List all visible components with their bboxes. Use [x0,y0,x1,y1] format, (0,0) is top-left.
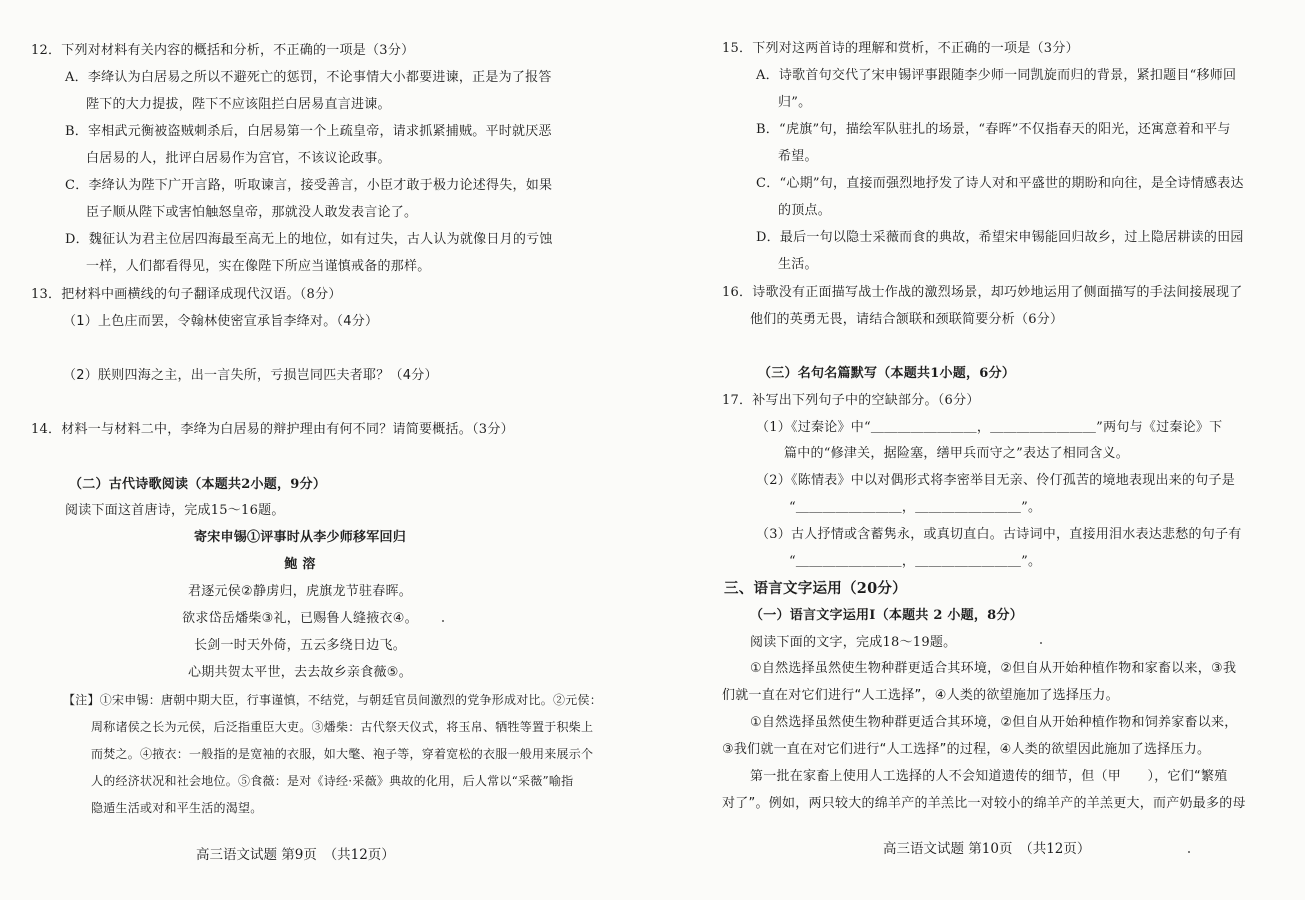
q15-option-d: D．最后一句以隐士采薇而食的典故，希望宋申锡能回归故乡，过上隐居耕读的田园 [756,230,1244,245]
poem-notes-cont-4: 隐遁生活或对和平生活的渴望。 [91,801,263,815]
q12-option-b: B．宰相武元衡被盗贼刺杀后，白居易第一个上疏皇帝，请求抓紧捕贼。平时就厌恶 [65,124,552,139]
question-14-stem: 14．材料一与材料二中，李绛为白居易的辩护理由有何不同？请简要概括。（3分） [31,422,514,437]
q17-item-2-blanks: “＿＿＿＿＿＿＿＿，＿＿＿＿＿＿＿＿”。 [789,500,1042,515]
q17-item-2: （2）《陈情表》中以对偶形式将李密举目无亲、伶仃孤苦的境地表现出来的句子是 [756,473,1236,488]
q12-option-d: D．魏征认为君主位居四海最至高无上的地位，如有过失，古人认为就像日月的亏蚀 [65,232,553,247]
right-page [652,0,1305,900]
passage-line-1: ①自然选择虽然使生物种群更适合其环境，②但自从开始种植作物和家畜以来，③我 [750,661,1237,676]
poem-line-1: 君逐元侯②静虏归，虎旗龙节驻春晖。 [188,584,412,599]
scan-speck [1188,851,1190,853]
q17-item-1: （1）《过秦论》中“＿＿＿＿＿＿＿＿，＿＿＿＿＿＿＿＿”两句与《过秦论》下 [756,420,1223,435]
poem-line-2: 欲求岱岳燔柴③礼，已赐鲁人缝掖衣④。 [182,611,418,626]
q12-option-c-cont: 臣子顺从陛下或害怕触怒皇帝，那就没人敢发表言论了。 [86,205,418,220]
q17-item-3-blanks: “＿＿＿＿＿＿＿＿，＿＿＿＿＿＿＿＿”。 [789,554,1042,569]
section-heading-poetry: （二）古代诗歌阅读（本题共2小题，9分） [69,477,327,492]
section-heading-dictation: （三）名句名篇默写（本题共1小题，6分） [758,366,1016,381]
poem-notes: 【注】①宋申锡：唐朝中期大臣，行事谨慎，不结党，与朝廷官员间激烈的党争形成对比。②元侯： [63,693,603,707]
subsection-heading: （一）语言文字运用Ⅰ（本题共 2 小题，8分） [750,608,1023,623]
q12-option-b-cont: 白居易的人，批评白居易作为宫官，不该议论政事。 [86,151,391,166]
q12-option-d-cont: 一样，人们都看得见，实在像陛下所应当谨慎戒备的那样。 [86,259,431,274]
reading-instruction: 阅读下面这首唐诗，完成15～16题。 [65,503,285,518]
question-16-cont: 他们的英勇无畏，请结合颔联和颈联简要分析（6分） [750,312,1064,327]
poem-line-3: 长剑一时天外倚，五云多绕日边飞。 [193,638,406,653]
reading-instruction-18-19: 阅读下面的文字，完成18～19题。 [750,635,957,650]
page-footer-left: 高三语文试题 第9页 （共12页） [196,847,395,863]
passage-line-4: ③我们就一直在对它们进行“人工选择”的过程，④人类的欲望因此施加了选择压力。 [722,742,1211,757]
page-footer-right: 高三语文试题 第10页 （共12页） [883,841,1091,857]
question-13-stem: 13．把材料中画横线的句子翻译成现代汉语。（8分） [31,287,342,302]
q12-option-a: A．李绛认为白居易之所以不避死亡的惩罚，不论事情大小都要进谏，正是为了报答 [65,70,552,85]
passage-line-5: 第一批在家畜上使用人工选择的人不会知道遗传的细节，但（甲 ），它们“繁殖 [750,769,1228,784]
q17-item-3: （3）古人抒情或含蓄隽永，或真切直白。古诗词中，直接用泪水表达悲愁的句子有 [756,527,1242,542]
scan-speck [442,620,444,622]
q15-option-b-cont: 希望。 [778,149,818,164]
poem-notes-cont-3: 人的经济状况和社会地位。⑤食薇：是对《诗经·采薇》典故的化用，后人常以“采薇”喻指 [91,774,574,788]
poem-line-4: 心期共贺太平世，去去故乡亲食薇⑤。 [188,665,412,680]
q15-option-c-cont: 的顶点。 [778,203,832,218]
q17-item-1-cont: 篇中的“修津关，据险塞，缮甲兵而守之”表达了相同含义。 [784,446,1130,461]
passage-line-3: ①自然选择虽然使生物种群更适合其环境，②但自从开始种植作物和饲养家畜以来， [750,715,1238,730]
q15-option-a: A．诗歌首句交代了宋申锡评事跟随李少师一同凯旋而归的背景，紧扣题目“移师回 [756,68,1237,83]
q15-option-d-cont: 生活。 [778,257,818,272]
question-16-stem: 16．诗歌没有正面描写战士作战的激烈场景，却巧妙地运用了侧面描写的手法间接展现了 [722,285,1243,300]
passage-line-2: 们就一直在对它们进行“人工选择”，④人类的欲望施加了选择压力。 [722,688,1119,703]
q13-item-1: （1）上色庄而罢，令翰林使密宣承旨李绛对。（4分） [63,314,379,329]
q15-option-a-cont: 归”。 [778,95,812,110]
q15-option-c: C．“心期”句，直接而强烈地抒发了诗人对和平盛世的期盼和向往，是全诗情感表达 [756,176,1244,191]
poem-title: 寄宋申锡①评事时从李少师移军回归 [193,530,406,545]
poem-notes-cont-1: 周称诸侯之长为元侯，后泛指重臣大吏。③燔柴：古代祭天仪式，将玉帛、牺牲等置于积柴上 [91,720,594,734]
q12-option-a-cont: 陛下的大力提拔，陛下不应该阻拦白居易直言进谏。 [86,97,391,112]
q12-option-c: C．李绛认为陛下广开言路，听取谏言，接受善言，小臣才敢于极力论述得失，如果 [65,178,553,193]
question-12-stem: 12．下列对材料有关内容的概括和分析，不正确的一项是（3分） [31,43,415,58]
poem-author: 鲍 溶 [284,557,316,572]
question-15-stem: 15．下列对这两首诗的理解和赏析，不正确的一项是（3分） [722,41,1079,56]
question-17-stem: 17．补写出下列句子中的空缺部分。（6分） [722,393,980,408]
q15-option-b: B．“虎旗”句，描绘军队驻扎的场景，“春晖”不仅指春天的阳光，还寓意着和平与 [756,122,1231,137]
passage-line-6: 对了”。例如，两只较大的绵羊产的羊羔比一对较小的绵羊产的羊羔更大，而产奶最多的母 [722,796,1246,811]
left-page [0,0,650,900]
q13-item-2: （2）朕则四海之主，出一言失所，亏损岂同匹夫者耶？（4分） [63,368,438,383]
part-three-heading: 三、语言文字运用（20分） [724,580,907,597]
poem-notes-cont-2: 而焚之。④掖衣：一般指的是宽袖的衣服，如大氅、袍子等，穿着宽松的衣服一般用来展示个 [91,747,594,761]
scan-speck [1040,642,1042,644]
